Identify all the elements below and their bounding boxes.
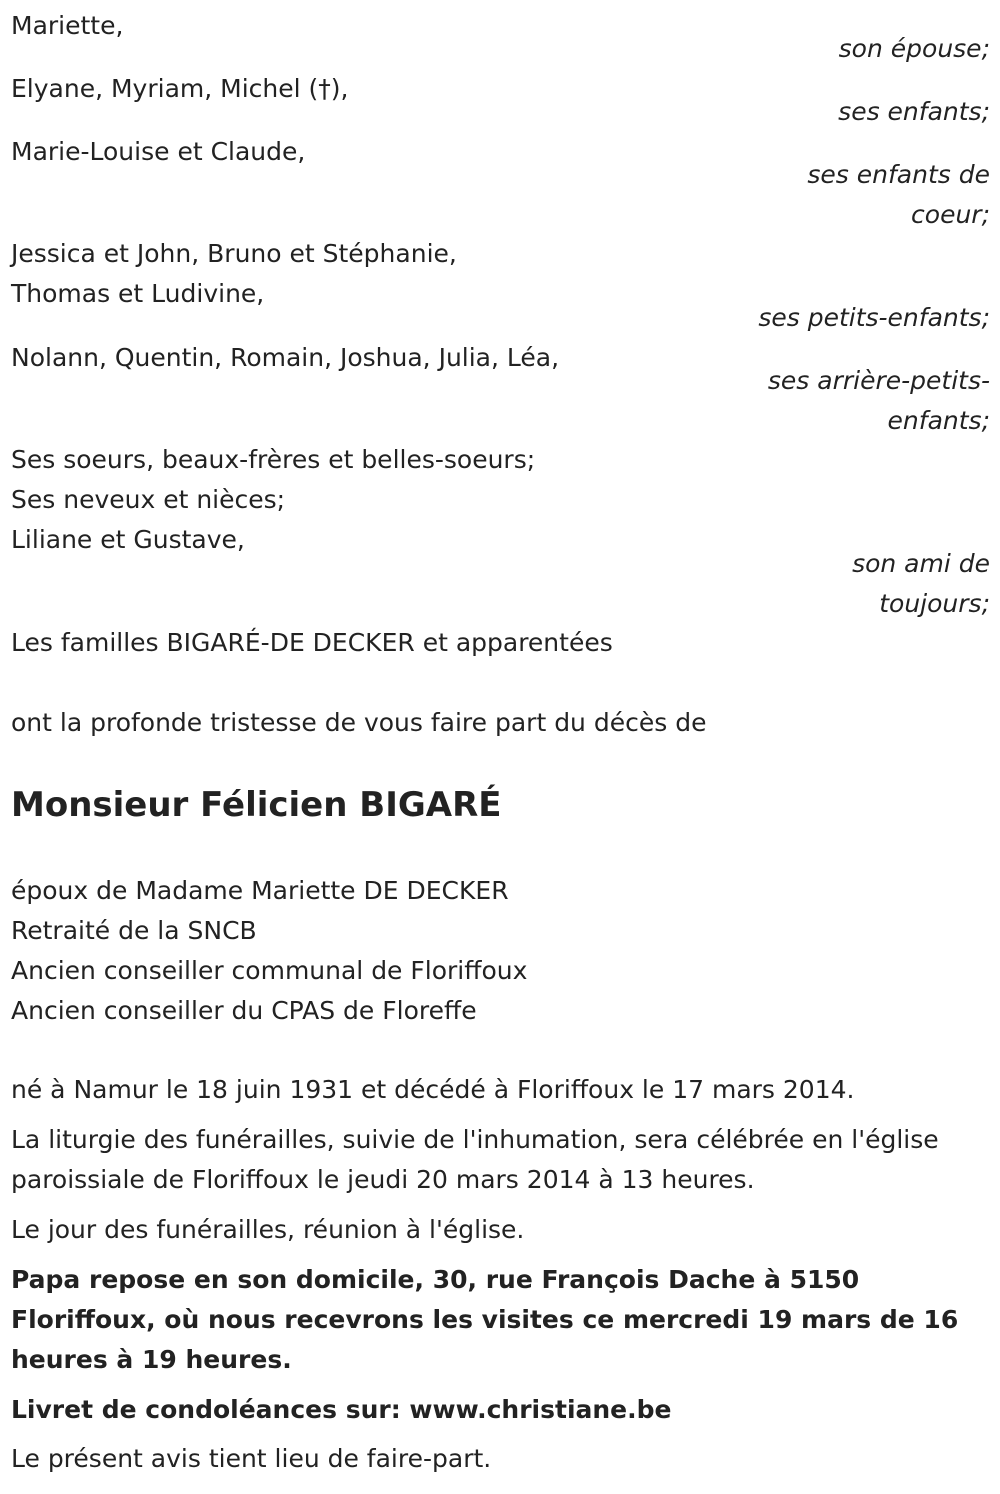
detail-occupation: Retraité de la SNCB <box>11 916 257 945</box>
relation-heart-children-line2: coeur; <box>911 200 990 229</box>
family-names-grandchildren-line2: Thomas et Ludivine, <box>11 279 265 308</box>
condolences-link: Livret de condoléances sur: www.christiane.be <box>11 1395 672 1424</box>
family-names-spouse: Mariette, <box>11 11 124 40</box>
closing-note: Le présent avis tient lieu de faire-part. <box>11 1444 492 1473</box>
visits-info: Papa repose en son domicile, 30, rue François Dache à 5150 Floriffoux, où nous recevrons les visites ce mercredi 19 mars de 16 heures à 19 heures. <box>11 1265 959 1374</box>
detail-communal-council: Ancien conseiller communal de Floriffoux <box>11 956 528 985</box>
detail-cpas-council: Ancien conseiller du CPAS de Floreffe <box>11 996 477 1025</box>
reunion-info: Le jour des funérailles, réunion à l'église. <box>11 1215 525 1244</box>
relation-great-grandchildren-line2: enfants; <box>887 406 990 435</box>
relation-friend-line2: toujours; <box>879 589 990 618</box>
detail-spouse: époux de Madame Mariette DE DECKER <box>11 876 509 905</box>
relation-grandchildren: ses petits-enfants; <box>758 303 990 332</box>
relation-heart-children-line1: ses enfants de <box>807 160 990 189</box>
relation-great-grandchildren-line1: ses arrière-petits- <box>767 366 990 395</box>
relation-spouse: son épouse; <box>838 34 990 63</box>
family-names-great-grandchildren: Nolann, Quentin, Romain, Joshua, Julia, Léa, <box>11 343 560 372</box>
funeral-info: La liturgie des funérailles, suivie de l'inhumation, sera célébrée en l'église paroissiale de Floriffoux le jeudi 20 mars 2014 à 13 heures. <box>11 1125 939 1194</box>
announcement: ont la profonde tristesse de vous faire part du décès de <box>11 708 707 737</box>
family-names-children: Elyane, Myriam, Michel (†), <box>11 74 349 103</box>
family-names-heart-children: Marie-Louise et Claude, <box>11 137 306 166</box>
relation-children: ses enfants; <box>838 97 990 126</box>
family-names-friends: Liliane et Gustave, <box>11 525 245 554</box>
deceased-name: Monsieur Félicien BIGARÉ <box>11 785 502 825</box>
family-names-grandchildren-line1: Jessica et John, Bruno et Stéphanie, <box>11 239 457 268</box>
birth-death: né à Namur le 18 juin 1931 et décédé à Floriffoux le 17 mars 2014. <box>11 1075 855 1104</box>
family-names-siblings: Ses soeurs, beaux-frères et belles-soeurs; <box>11 445 536 474</box>
relation-friend-line1: son ami de <box>852 549 990 578</box>
family-names-nephews: Ses neveux et nièces; <box>11 485 286 514</box>
families-line: Les familles BIGARÉ-DE DECKER et apparentées <box>11 628 613 657</box>
